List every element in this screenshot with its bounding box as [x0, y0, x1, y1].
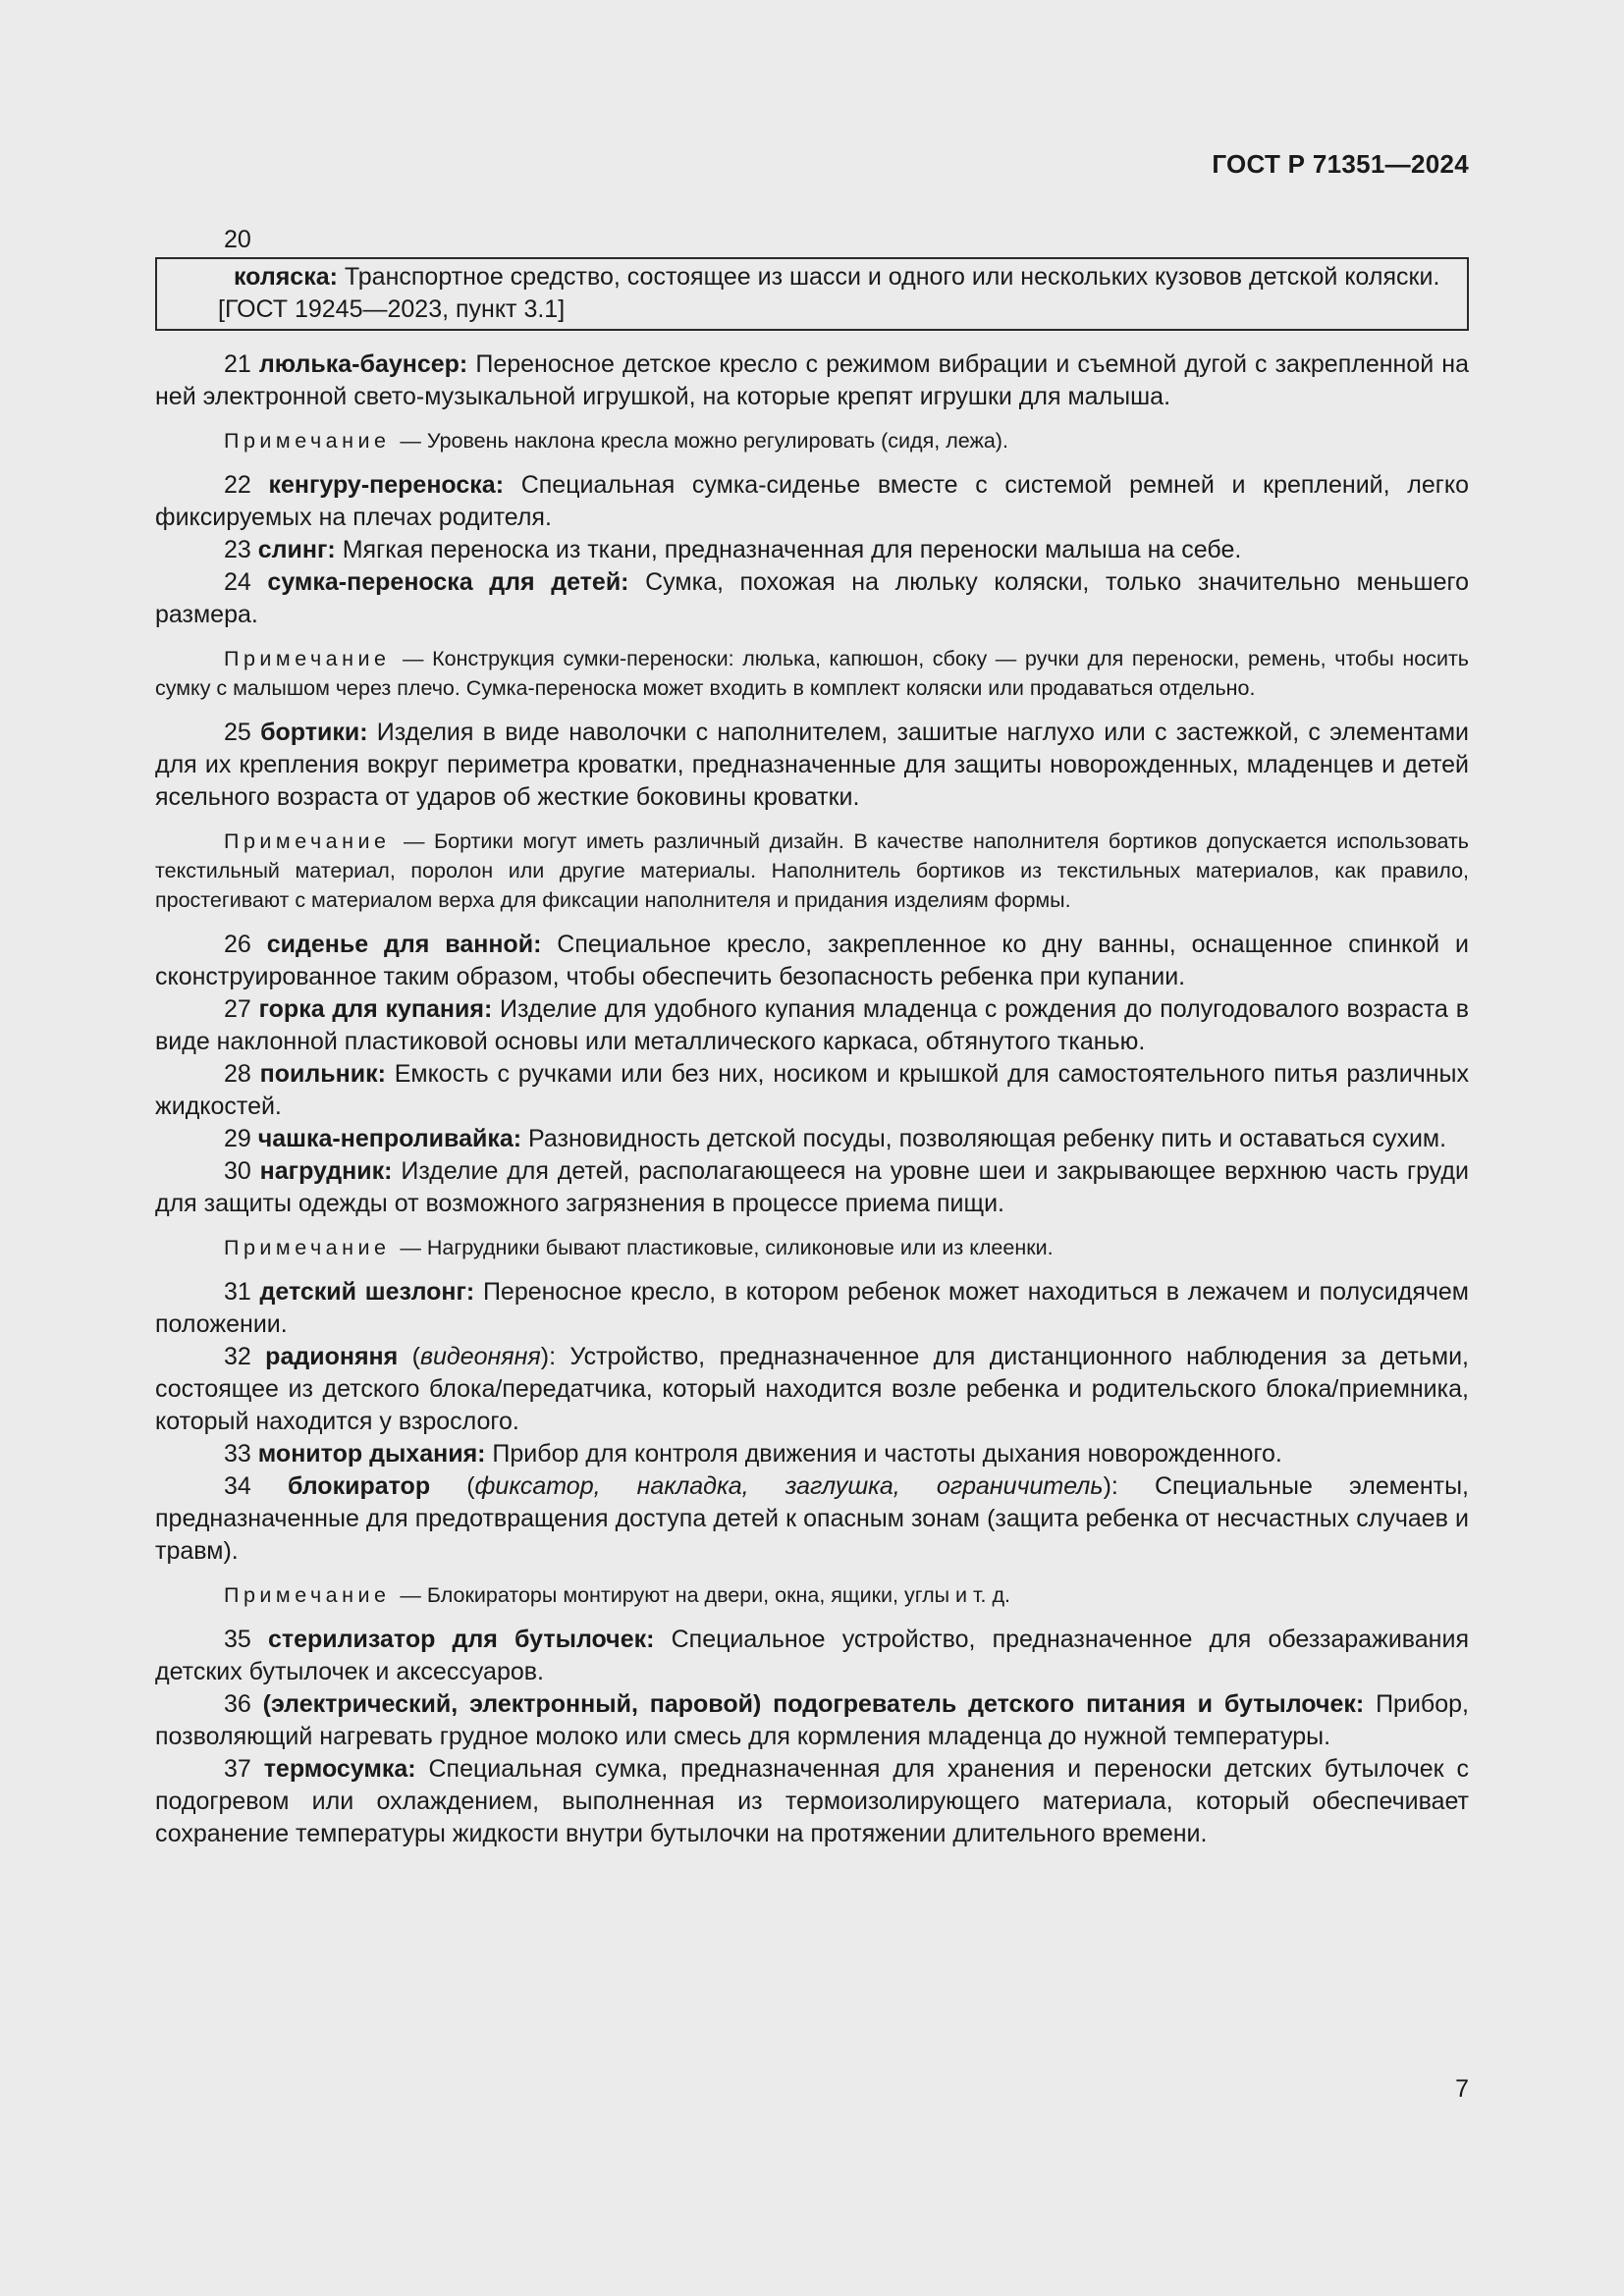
- entry-text: Прибор, позволяющий нагревать грудное молоко или смесь для кормления младенца до нужной температуры.: [155, 1690, 1469, 1750]
- entry-note: [155, 1580, 1469, 1610]
- entry-number: 33: [224, 1440, 258, 1468]
- entry-20-text: Транспортное средство, состоящее из шасси и одного или нескольких кузовов детской коляски.: [337, 263, 1440, 291]
- term-entry: [155, 929, 1469, 993]
- entry-text: Изделия в виде наволочки с наполнителем, зашитые наглухо или с застежкой, с элементами для их крепления вокруг периметра кроватки, предназначенные для защиты новорожденных, младенцев и детей ясельного возраста от ударов об жесткие боковины кроватки.: [155, 719, 1469, 811]
- entry-number: 30: [224, 1157, 260, 1185]
- term-entry: [155, 1688, 1469, 1753]
- entry-text: Сумка, похожая на люльку коляски, только значительно меньшего размера.: [155, 568, 1469, 628]
- entry-number: 31: [224, 1278, 260, 1306]
- term-entry: [155, 1058, 1469, 1123]
- entry-text: Специальное устройство, предназначенное для обеззараживания детских бутылочек и аксессуаров.: [155, 1626, 1469, 1685]
- entry-alt-term: видеоняня: [419, 1343, 541, 1370]
- entry-text: Мягкая переноска из ткани, предназначенная для переноски малыша на себе.: [335, 536, 1242, 563]
- entry-text: Переносное детское кресло с режимом вибрации и съемной дугой с закрепленной на ней электронной свето-музыкальной игрушкой, на которые крепят игрушки для малыша.: [155, 350, 1469, 410]
- entry-text: Изделие для детей, располагающееся на уровне шеи и закрывающее верхнюю часть груди для защиты одежды от возможного загрязнения в процессе приема пищи.: [155, 1157, 1469, 1217]
- entry-20-reference: [ГОСТ 19245—2023, пункт 3.1]: [218, 295, 566, 323]
- entry-text: Переносное кресло, в котором ребенок может находиться в лежачем и полусидячем положении.: [155, 1278, 1469, 1338]
- note-text: — Бортики могут иметь различный дизайн. В качестве наполнителя бортиков допускается использовать текстильный материал, поролон или другие материалы. Наполнитель бортиков из текстильных материалов, как правило, простегивают с материалом верха для фиксации наполнителя и придания изделиям формы.: [155, 829, 1469, 912]
- term-entry: [155, 469, 1469, 534]
- entry-text: Изделие для удобного купания младенца с рождения до полугодовалого возраста в виде наклонной пластиковой основы или металлического каркаса, обтянутого тканью.: [155, 995, 1469, 1055]
- entry-number: 22: [224, 471, 269, 499]
- term-entry: [155, 993, 1469, 1058]
- term-entry: 32 радионяня (видеоняня): Устройство, предназначенное для дистанционного наблюдения за детьми, состоящее из детского блока/передатчика, который находится возле ребенка и родительского блока/приемника, который находится у взрослого.: [155, 1343, 1469, 1435]
- term-entry: [155, 1624, 1469, 1688]
- entry-number: 27: [224, 995, 259, 1023]
- document-body: [155, 224, 1469, 1850]
- term-entry: [155, 1438, 1469, 1470]
- entry-text: Специальная сумка, предназначенная для хранения и переноски детских бутылочек с подогревом или охлаждением, выполненная из термоизолирующего материала, который обеспечивает сохранение температуры жидкости внутри бутылочки на протяжении длительного времени.: [155, 1755, 1469, 1847]
- entry-term: стерилизатор для бутылочек:: [267, 1626, 655, 1653]
- entry-term: сумка-переноска для детей:: [267, 568, 629, 596]
- term-entry: [155, 717, 1469, 814]
- entry-number: 29: [224, 1125, 258, 1152]
- note-label: Примечание: [224, 429, 391, 453]
- term-entry: [155, 534, 1469, 566]
- entry-20-definition: [165, 261, 1459, 294]
- entry-text: : Устройство, предназначенное для дистанционного наблюдения за детьми, состоящее из детского блока/передатчика, который находится возле ребенка и родительского блока/приемника, который находится у взрослого.: [155, 1343, 1469, 1435]
- term-entry: [155, 1155, 1469, 1220]
- entry-term: (электрический, электронный, паровой) подогреватель детского питания и бутылочек:: [262, 1690, 1365, 1718]
- entry-term: блокиратор: [287, 1472, 431, 1500]
- entry-note: [155, 827, 1469, 915]
- entry-term: люлька-баунсер:: [258, 350, 468, 378]
- entry-number: 24: [224, 568, 268, 596]
- entry-text: Специальное кресло, закрепленное ко дну ванны, оснащенное спинкой и сконструированное таким образом, чтобы обеспечить безопасность ребенка при купании.: [155, 931, 1469, 990]
- entry-term: чашка-непроливайка:: [257, 1125, 522, 1152]
- entry-number: 25: [224, 719, 261, 746]
- page-number: 7: [1455, 2075, 1469, 2103]
- note-label: Примечание: [224, 647, 391, 670]
- document-header: ГОСТ Р 71351—2024: [1212, 149, 1469, 179]
- note-text: — Конструкция сумки-переноски: люлька, капюшон, сбоку — ручки для переноски, ремень, чтобы носить сумку с малышом через плечо. Сумка-переноска может входить в комплект коляски или продаваться отдельно.: [155, 647, 1469, 700]
- entry-number: 34: [224, 1472, 288, 1500]
- note-label: Примечание: [224, 1236, 391, 1259]
- entry-text: Специальная сумка-сиденье вместе с системой ремней и креплений, легко фиксируемых на плечах родителя.: [155, 471, 1469, 531]
- entry-note: [155, 644, 1469, 703]
- entry-number: 35: [224, 1626, 268, 1653]
- term-entries: [155, 348, 1469, 1850]
- term-entry: [155, 566, 1469, 631]
- entry-number: 37: [224, 1755, 264, 1783]
- entry-number: 32: [224, 1343, 266, 1370]
- entry-number: 23: [224, 536, 258, 563]
- note-label: Примечание: [224, 829, 391, 853]
- entry-number: 28: [224, 1060, 260, 1088]
- entry-term: нагрудник:: [259, 1157, 393, 1185]
- note-text: — Уровень наклона кресла можно регулировать (сидя, лежа).: [394, 429, 1008, 453]
- entry-number: 26: [224, 931, 267, 958]
- entry-text: Емкость с ручками или без них, носиком и крышкой для самостоятельного питья различных жидкостей.: [155, 1060, 1469, 1120]
- entry-note: [155, 1233, 1469, 1262]
- term-entry: [155, 1123, 1469, 1155]
- entry-number: 36: [224, 1690, 263, 1718]
- entry-20-number: 20: [224, 226, 251, 253]
- entry-text: Прибор для контроля движения и частоты дыхания новорожденного.: [485, 1440, 1282, 1468]
- entry-text: : Специальные элементы, предназначенные для предотвращения доступа детей к опасным зонам (защита ребенка от несчастных случаев и травм).: [155, 1472, 1470, 1565]
- note-text: — Блокираторы монтируют на двери, окна, ящики, углы и т. д.: [394, 1583, 1010, 1607]
- entry-text: Разновидность детской посуды, позволяющая ребенку пить и оставаться сухим.: [521, 1125, 1447, 1152]
- term-entry: [155, 348, 1469, 413]
- entry-term: монитор дыхания:: [257, 1440, 486, 1468]
- entry-term: кенгуру-переноска:: [268, 471, 505, 499]
- term-entry: 34 блокиратор (фиксатор, накладка, заглушка, ограничитель): Специальные элементы, предназначенные для предотвращения доступа детей к опасным зонам (защита ребенка от несчастных случаев и травм).: [155, 1472, 1470, 1565]
- entry-term: сиденье для ванной:: [266, 931, 542, 958]
- entry-20-term: коляска:: [234, 263, 338, 291]
- note-text: — Нагрудники бывают пластиковые, силиконовые или из клеенки.: [394, 1236, 1054, 1259]
- entry-term: горка для купания:: [258, 995, 493, 1023]
- entry-term: детский шезлонг:: [259, 1278, 475, 1306]
- entry-term: термосумка:: [263, 1755, 416, 1783]
- note-label: Примечание: [224, 1583, 391, 1607]
- entry-number: 21: [224, 350, 259, 378]
- entry-term: поильник:: [259, 1060, 386, 1088]
- entry-term: бортики:: [260, 719, 368, 746]
- entry-term: радионяня: [265, 1343, 399, 1370]
- entry-term: слинг:: [257, 536, 336, 563]
- entry-alt-term: фиксатор, накладка, заглушка, ограничитель: [474, 1472, 1104, 1500]
- quoted-definition-box: [155, 257, 1469, 331]
- term-entry: [155, 1753, 1469, 1850]
- term-entry: [155, 1276, 1469, 1341]
- entry-note: [155, 426, 1469, 455]
